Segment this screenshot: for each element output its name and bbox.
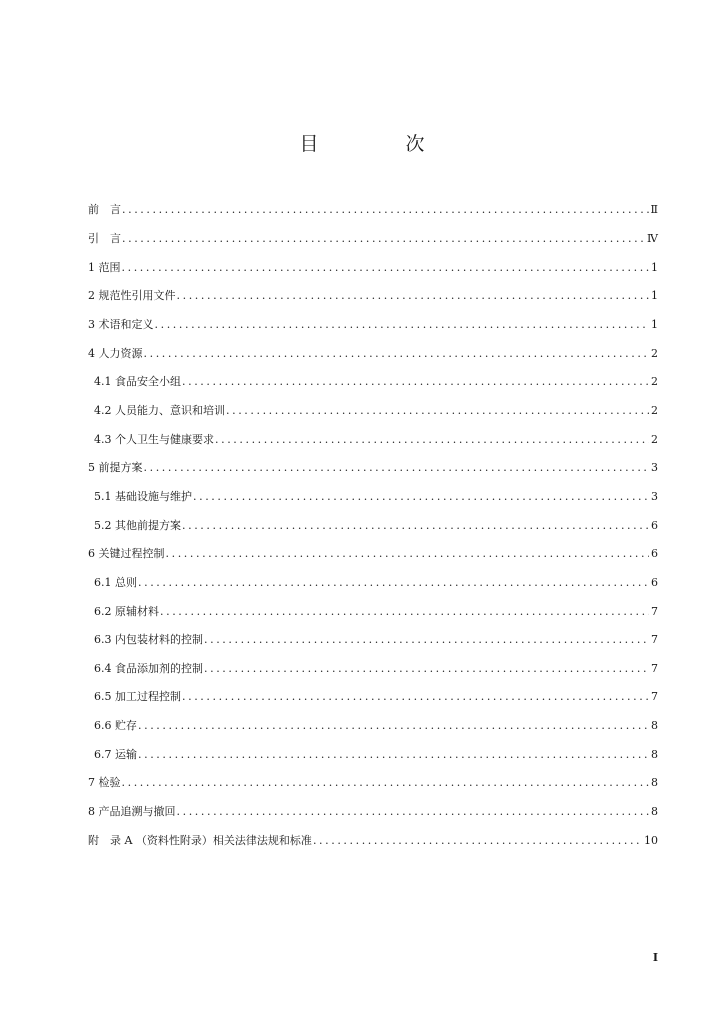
dot-leader — [144, 461, 650, 475]
dot-leader — [122, 203, 649, 217]
toc-entry-page: 3 — [651, 461, 658, 475]
table-of-contents — [88, 196, 658, 855]
toc-entry-page: 8 — [651, 719, 658, 733]
toc-entry-page: 7 — [651, 690, 658, 704]
toc-entry-section-6-1[interactable] — [88, 569, 658, 598]
toc-entry-page: 6 — [651, 518, 658, 532]
toc-entry-label: 6.2 原辅材料 — [94, 604, 159, 618]
toc-entry-section-4-3[interactable] — [88, 425, 658, 454]
dot-leader — [138, 576, 649, 590]
toc-entry-label: 4.2 人员能力、意识和培训 — [94, 403, 225, 417]
toc-entry-page: 7 — [651, 633, 658, 647]
toc-entry-section-5[interactable] — [88, 454, 658, 483]
toc-entry-label: 6.3 内包装材料的控制 — [94, 633, 203, 647]
dot-leader — [144, 347, 650, 361]
toc-entry-page: Ⅳ — [647, 231, 658, 245]
toc-entry-label: 5 前提方案 — [88, 461, 143, 475]
toc-entry-label: 1 范围 — [88, 260, 121, 274]
toc-entry-label: 附 录 A （资料性附录）相关法律法规和标准 — [88, 833, 312, 847]
dot-leader — [138, 748, 649, 762]
toc-entry-section-6-3[interactable] — [88, 626, 658, 655]
toc-entry-section-1[interactable] — [88, 253, 658, 282]
toc-entry-label: 2 规范性引用文件 — [88, 289, 176, 303]
toc-entry-introduction[interactable] — [88, 225, 658, 254]
toc-entry-page: 3 — [651, 489, 658, 503]
toc-entry-label: 5.1 基础设施与维护 — [94, 489, 192, 503]
toc-entry-section-6[interactable] — [88, 540, 658, 569]
toc-entry-label: 前 言 — [88, 203, 121, 217]
toc-entry-foreword[interactable] — [88, 196, 658, 225]
toc-entry-section-6-6[interactable] — [88, 712, 658, 741]
toc-entry-label: 3 术语和定义 — [88, 317, 154, 331]
toc-entry-page: 7 — [651, 604, 658, 618]
toc-entry-label: 6.5 加工过程控制 — [94, 690, 181, 704]
toc-entry-section-5-2[interactable] — [88, 511, 658, 540]
toc-entry-label: 4 人力资源 — [88, 346, 143, 360]
dot-leader — [155, 318, 650, 332]
dot-leader — [166, 547, 650, 561]
toc-entry-page: 2 — [651, 403, 658, 417]
dot-leader — [204, 633, 649, 647]
dot-leader — [160, 605, 649, 619]
toc-entry-appendix-a[interactable] — [88, 826, 658, 855]
toc-entry-section-3[interactable] — [88, 311, 658, 340]
dot-leader — [122, 261, 650, 275]
dot-leader — [226, 404, 649, 418]
toc-entry-page: 8 — [651, 805, 658, 819]
toc-entry-label: 5.2 其他前提方案 — [94, 518, 181, 532]
toc-entry-section-6-4[interactable] — [88, 655, 658, 684]
toc-entry-page: 10 — [644, 833, 658, 847]
toc-entry-label: 6.1 总则 — [94, 575, 137, 589]
toc-entry-label: 8 产品追溯与撤回 — [88, 805, 176, 819]
toc-entry-section-4-1[interactable] — [88, 368, 658, 397]
toc-entry-section-6-2[interactable] — [88, 597, 658, 626]
toc-entry-section-4-2[interactable] — [88, 397, 658, 426]
toc-entry-page: 7 — [651, 661, 658, 675]
toc-entry-label: 6.6 贮存 — [94, 719, 137, 733]
toc-entry-page: 8 — [651, 776, 658, 790]
toc-entry-section-6-7[interactable] — [88, 740, 658, 769]
dot-leader — [177, 805, 650, 819]
dot-leader — [313, 834, 643, 848]
toc-entry-label: 6.7 运输 — [94, 747, 137, 761]
dot-leader — [193, 490, 649, 504]
dot-leader — [122, 232, 646, 246]
dot-leader — [138, 719, 649, 733]
toc-entry-section-2[interactable] — [88, 282, 658, 311]
dot-leader — [182, 690, 649, 704]
toc-entry-page: 1 — [651, 317, 658, 331]
toc-entry-page: 6 — [651, 547, 658, 561]
toc-entry-label: 6.4 食品添加剂的控制 — [94, 661, 203, 675]
dot-leader — [182, 375, 649, 389]
dot-leader — [122, 776, 650, 790]
toc-entry-section-6-5[interactable] — [88, 683, 658, 712]
dot-leader — [204, 662, 649, 676]
toc-entry-section-5-1[interactable] — [88, 483, 658, 512]
dot-leader — [215, 433, 649, 447]
toc-entry-label: 4.1 食品安全小组 — [94, 375, 181, 389]
toc-entry-page: 2 — [651, 432, 658, 446]
page-title: 目 次 — [299, 133, 459, 155]
toc-entry-label: 4.3 个人卫生与健康要求 — [94, 432, 214, 446]
toc-entry-label: 6 关键过程控制 — [88, 547, 165, 561]
toc-entry-page: 1 — [651, 260, 658, 274]
toc-entry-page: 6 — [651, 575, 658, 589]
dot-leader — [177, 289, 650, 303]
page-number: I — [652, 951, 658, 964]
toc-entry-section-8[interactable] — [88, 798, 658, 827]
toc-entry-section-4[interactable] — [88, 339, 658, 368]
toc-entry-page: 1 — [651, 289, 658, 303]
toc-entry-label: 引 言 — [88, 231, 121, 245]
toc-entry-section-7[interactable] — [88, 769, 658, 798]
dot-leader — [182, 519, 649, 533]
toc-entry-page: 2 — [651, 375, 658, 389]
toc-entry-page: 2 — [651, 346, 658, 360]
toc-entry-page: Ⅱ — [650, 203, 658, 217]
toc-entry-label: 7 检验 — [88, 776, 121, 790]
toc-entry-page: 8 — [651, 747, 658, 761]
